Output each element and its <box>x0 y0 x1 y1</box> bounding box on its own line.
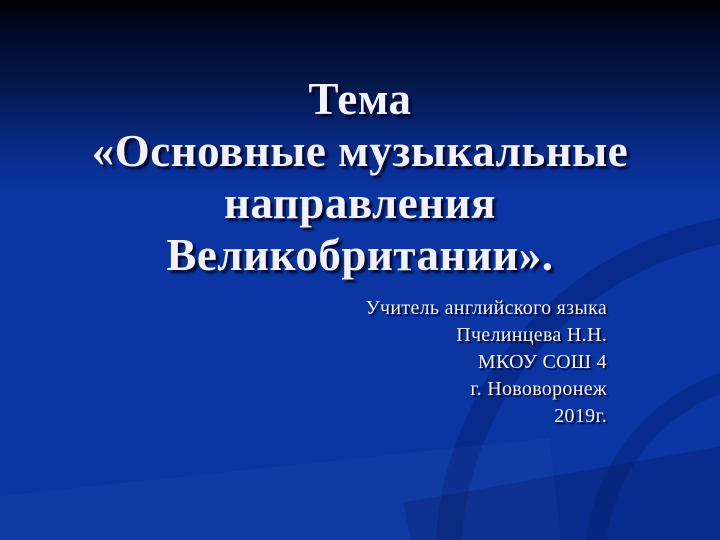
swoosh-sheen-band <box>0 438 567 540</box>
slide-subtitle <box>366 295 607 430</box>
subtitle-line-author-name: Пчелинцева Н.Н. <box>456 324 607 346</box>
title-line: Великобритании». <box>166 230 554 280</box>
subtitle-line-author-role: Учитель английского языка <box>365 297 607 319</box>
subtitle-line-year: 2019г. <box>554 405 607 427</box>
title-line: Тема <box>308 74 412 124</box>
title-line: «Основные музыкальные <box>91 126 629 176</box>
subtitle-line-school: МКОУ СОШ 4 <box>477 351 607 373</box>
slide-title <box>30 73 690 281</box>
title-line: направления <box>224 178 496 228</box>
subtitle-line-city: г. Нововоронеж <box>470 378 607 400</box>
